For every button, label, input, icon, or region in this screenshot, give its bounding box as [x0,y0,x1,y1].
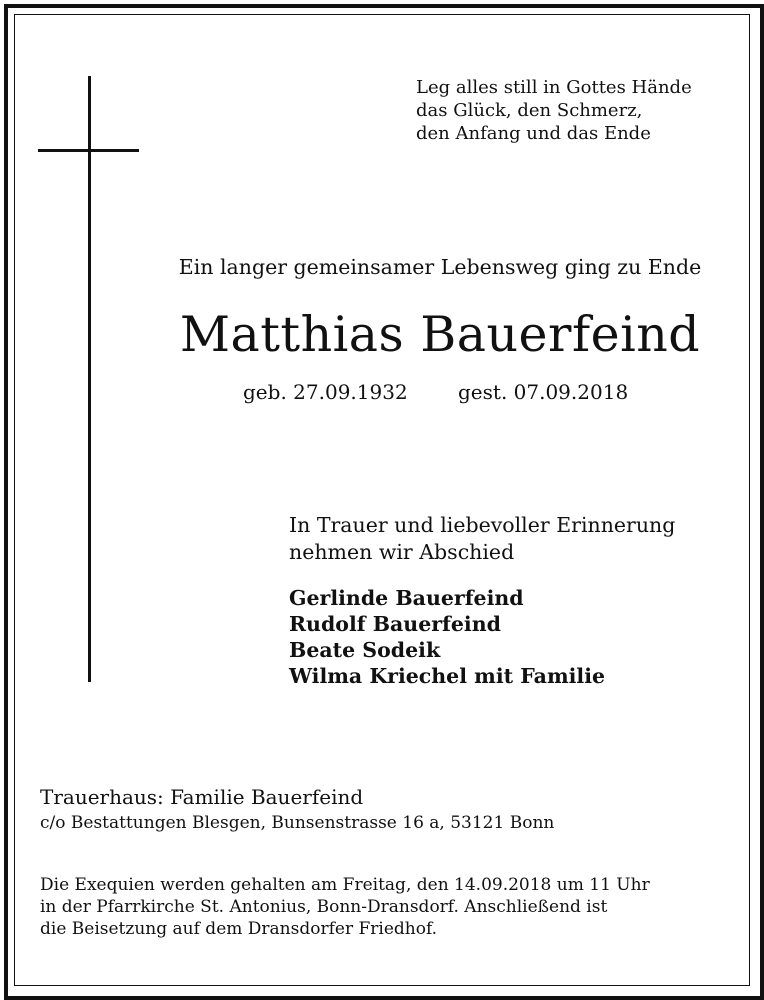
cross-horizontal-bar [38,149,139,152]
deceased-name [0,306,764,363]
family-member: Rudolf Bauerfeind [289,612,501,636]
life-dates [243,380,629,404]
verse-line: das Glück, den Schmerz, [416,100,643,121]
intro-text [0,255,764,279]
family-member: Gerlinde Bauerfeind [289,586,524,610]
family-member: Wilma Kriechel mit Familie [289,664,606,688]
service-line: die Beisetzung auf dem Dransdorfer Friedhof. [40,919,438,939]
family-list [289,585,605,689]
family-member: Beate Sodeik [289,638,441,662]
service-line: Die Exequien werden gehalten am Freitag, den 14.09.2018 um 11 Uhr [40,875,650,895]
service-line: in der Pfarrkirche St. Antonius, Bonn-Dransdorf. Anschließend ist [40,897,608,917]
mourning-house-address: c/o Bestattungen Blesgen, Bunsenstrasse 16 a, 53121 Bonn [40,813,555,833]
deceased-name-text: Matthias Bauerfeind [179,306,701,363]
death-date: gest. 07.09.2018 [458,380,629,404]
inner-border [14,14,750,986]
verse-line: den Anfang und das Ende [416,123,651,144]
birth-date: geb. 27.09.1932 [243,380,408,404]
mourning-text [289,512,675,566]
cross-vertical-bar [88,76,91,682]
intro-text-line: Ein langer gemeinsamer Lebensweg ging zu Ende [178,255,702,279]
mourning-line: nehmen wir Abschied [289,540,515,564]
verse-line: Leg alles still in Gottes Hände [416,77,692,98]
mourning-line: In Trauer und liebevoller Erinnerung [289,513,676,537]
mourning-house-title: Trauerhaus: Familie Bauerfeind [40,785,364,809]
service-notice [40,874,722,940]
verse [416,76,692,145]
